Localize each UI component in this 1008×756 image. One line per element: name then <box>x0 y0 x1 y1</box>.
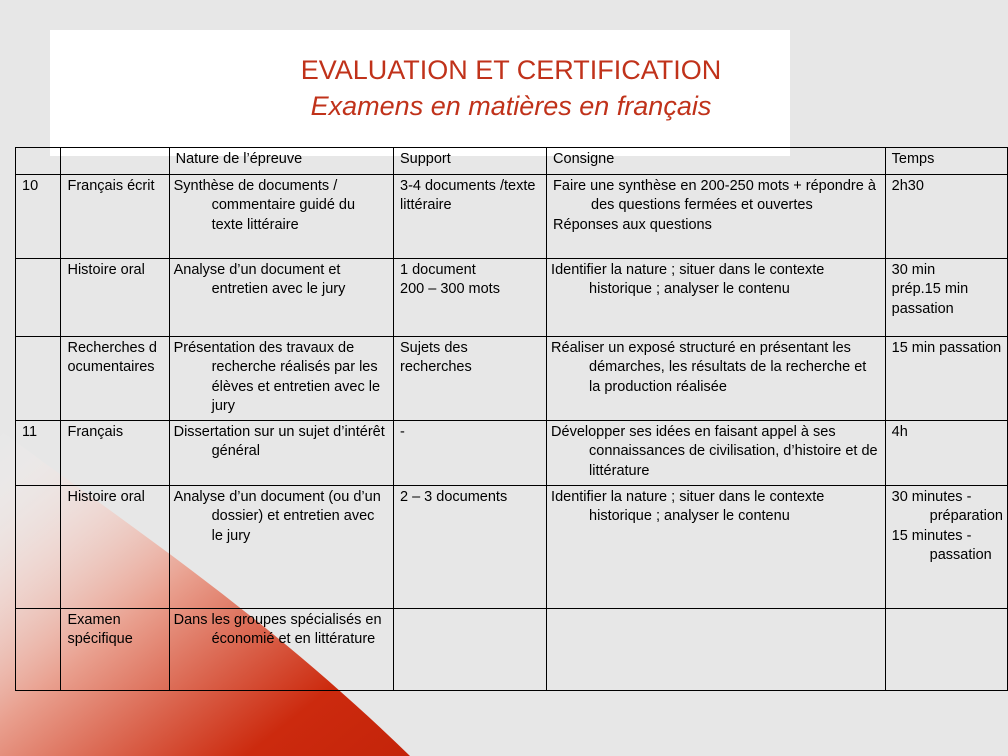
title-line-1: EVALUATION ET CERTIFICATION <box>300 55 722 85</box>
subject-cell: Recherches documentaires <box>61 337 169 421</box>
level-cell <box>16 486 61 609</box>
table-row <box>16 609 1008 691</box>
temps-text: 30 minutes - préparation <box>891 489 1003 525</box>
consigne-cell <box>547 609 886 691</box>
consigne-cell <box>547 175 886 259</box>
consigne-cell: Identifier la nature ; situer dans le contexte historique ; analyser le contenu <box>547 259 886 337</box>
temps-text: 30 min <box>891 262 936 278</box>
exam-table <box>15 147 1008 691</box>
header-support: Support <box>394 148 547 175</box>
level-cell <box>16 609 61 691</box>
header-cell <box>61 148 169 175</box>
nature-cell: Dans les groupes spécialisés en économié et en littérature <box>169 609 393 691</box>
subject-cell: Histoire oral <box>61 259 169 337</box>
consigne-cell: Identifier la nature ; situer dans le contexte historique ; analyser le contenu <box>547 486 886 609</box>
table-row <box>16 421 1008 486</box>
table-row <box>16 337 1008 421</box>
temps-cell: 4h <box>885 421 1007 486</box>
consigne-cell: Développer ses idées en faisant appel à ses connaissances de civilisation, d’histoire et de littérature <box>547 421 886 486</box>
table-header-row <box>16 148 1008 175</box>
support-cell: 2 – 3 documents <box>394 486 547 609</box>
level-cell <box>16 259 61 337</box>
nature-cell: Synthèse de documents / commentaire guidé du texte littéraire <box>169 175 393 259</box>
temps-cell <box>885 259 1007 337</box>
nature-cell: Présentation des travaux de recherche réalisés par les élèves et entretien avec le jury <box>169 337 393 421</box>
header-nature: Nature de l’épreuve <box>169 148 393 175</box>
nature-cell: Dissertation sur un sujet d’intérêt général <box>169 421 393 486</box>
temps-cell <box>885 486 1007 609</box>
subject-cell: Histoire oral <box>61 486 169 609</box>
support-cell: 3-4 documents /texte littéraire <box>394 175 547 259</box>
subject-cell: Français écrit <box>61 175 169 259</box>
nature-cell: Analyse d’un document (ou d’un dossier) et entretien avec le jury <box>169 486 393 609</box>
level-cell: 11 <box>16 421 61 486</box>
level-cell: 10 <box>16 175 61 259</box>
nature-cell: Analyse d’un document et entretien avec le jury <box>169 259 393 337</box>
level-cell <box>16 337 61 421</box>
support-cell <box>394 609 547 691</box>
table-row <box>16 175 1008 259</box>
header-temps: Temps <box>885 148 1007 175</box>
support-text: 1 document <box>400 262 476 278</box>
consigne-cell: Réaliser un exposé structuré en présentant les démarches, les résultats de la recherche et la production réalisée <box>547 337 886 421</box>
title-line-2: Examens en matières en français <box>310 91 712 121</box>
support-extra: 200 – 300 mots <box>400 281 500 298</box>
table-row <box>16 486 1008 609</box>
consigne-text: Faire une synthèse en 200-250 mots + répondre à des questions fermées et ouvertes <box>553 178 876 214</box>
temps-cell <box>885 609 1007 691</box>
temps-cell: 2h30 <box>885 175 1007 259</box>
subject-cell: Français <box>61 421 169 486</box>
subject-cell: Examen spécifique <box>61 609 169 691</box>
header-consigne: Consigne <box>547 148 886 175</box>
support-cell <box>394 259 547 337</box>
table-row <box>16 259 1008 337</box>
support-cell: Sujets des recherches <box>394 337 547 421</box>
slide-title <box>0 52 1008 124</box>
header-cell <box>16 148 61 175</box>
temps-extra: prép.15 min passation <box>891 281 969 317</box>
consigne-extra: Réponses aux questions <box>553 216 712 233</box>
temps-cell: 15 min passation <box>885 337 1007 421</box>
temps-extra: 15 minutes - passation <box>891 527 992 564</box>
support-cell: - <box>394 421 547 486</box>
